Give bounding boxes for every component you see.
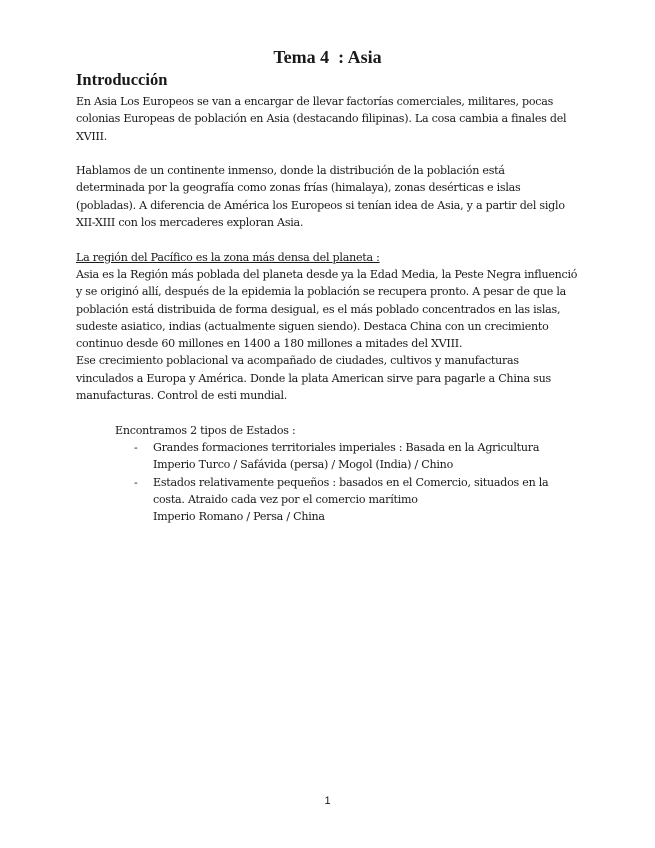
text-line: manufacturas. Control de esti mundial. [76,389,288,403]
paragraph-gap [76,145,586,162]
text-line: y se originó allí, después de la epidemia la población se recupera pronto. A pesar de que la [76,285,567,299]
text-line: Grandes formaciones territoriales imperiales : Basada en la Agricultura [153,440,540,454]
text-line: determinada por la geografía como zonas frías (himalaya), zonas desérticas e islas [76,181,521,195]
list-dash: - [134,475,138,489]
text-line: Asia es la Región más poblada del planeta desde ya la Edad Media, la Peste Negra influenció [76,267,578,281]
text-line: Estados relativamente pequeños : basados en el Comercio, situados en la [153,475,549,489]
text-line: costa. Atraido cada vez por el comercio marítimo [153,492,418,506]
text-line: XII-XIII con los mercaderes exploran Asia. [76,216,304,230]
list-dash: - [134,440,138,454]
text-line: población está distribuida de forma desigual, es el más poblado concentrados en las islas, [76,302,561,316]
paragraph-intro [76,93,586,145]
text-line: Ese crecimiento poblacional va acompañado de ciudades, cultivos y manufacturas [76,354,519,368]
list-item [115,474,586,526]
text-line: En Asia Los Europeos se van a encargar de llevar factorías comerciales, militares, pocas [76,95,554,108]
paragraph-gap [76,231,586,248]
page-number: 1 [324,795,331,807]
subheading-pacific: La región del Pacífico es la zona más densa del planeta : [76,250,380,264]
page-title: Tema 4 : Asia [273,47,382,67]
states-list [115,439,586,525]
text-line: sudeste asiatico, indias (actualmente siguen siendo). Destaca China con un crecimiento [76,319,549,333]
text-line: continuo desde 60 millones en 1400 a 180 millones a mitades del XVIII. [76,337,463,351]
text-line: (pobladas). A diferencia de América los Europeos si tenían idea de Asia, y a partir del siglo [76,198,565,212]
list-item [115,439,586,474]
paragraph-continent [76,162,586,231]
paragraph-gap [76,404,586,421]
text-line: Imperio Turco / Safávida (persa) / Mogol (India) / Chino [153,458,454,472]
text-line: vinculados a Europa y América. Donde la plata American sirve para pagarle a China sus [76,371,551,385]
states-section [76,422,586,526]
text-line: Imperio Romano / Persa / China [153,510,325,524]
states-intro: Encontramos 2 tipos de Estados : [115,423,296,437]
text-line: XVIII. [76,129,108,143]
paragraph-pacific [76,249,586,405]
text-line: Hablamos de un continente inmenso, donde la distribución de la población está [76,164,505,178]
document-body [76,93,586,525]
text-line: colonias Europeas de población en Asia (destacando filipinas). La cosa cambia a finales del [76,112,567,126]
section-heading: Introducción [76,70,168,89]
